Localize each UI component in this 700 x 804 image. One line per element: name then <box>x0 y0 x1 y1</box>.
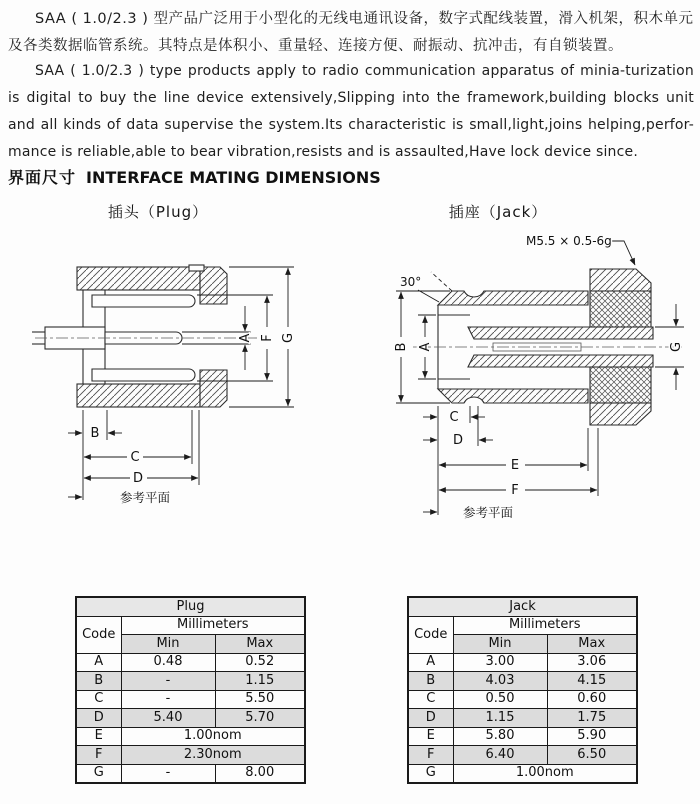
jack-dim-label-d: D <box>452 433 464 448</box>
min-header: Min <box>453 635 547 654</box>
nominal-cell: 2.30nom <box>121 746 305 765</box>
jack-dim-label-e: E <box>510 458 520 473</box>
table-row <box>76 727 305 746</box>
plug-body-section <box>32 265 227 407</box>
jack-figure-label: 插座（Jack） <box>448 203 548 221</box>
code-cell: E <box>408 727 453 746</box>
plug-ref-plane-label: 参考平面 <box>120 490 171 505</box>
code-cell: E <box>76 727 121 746</box>
max-cell: 5.90 <box>547 727 637 746</box>
min-cell: 1.15 <box>453 709 547 728</box>
code-cell: G <box>408 764 453 783</box>
min-cell: 5.80 <box>453 727 547 746</box>
min-cell: - <box>121 672 215 691</box>
code-cell: F <box>408 746 453 765</box>
unit-header: Millimeters <box>121 616 305 635</box>
jack-ref-plane-label: 参考平面 <box>463 505 514 520</box>
unit-header: Millimeters <box>453 616 637 635</box>
plug-dim-label-g: G <box>281 332 296 344</box>
jack-dim-label-a: A <box>418 342 433 352</box>
code-cell: C <box>76 690 121 709</box>
code-cell: A <box>76 653 121 672</box>
section-heading-en: INTERFACE MATING DIMENSIONS <box>86 168 381 187</box>
table-row <box>408 690 637 709</box>
section-heading-zh: 界面尺寸 <box>8 168 77 187</box>
plug-dim-label-a: A <box>238 333 253 343</box>
jack-thread-spec-label: M5.5 × 0.5-6g <box>526 234 612 248</box>
table-header-row <box>408 616 637 635</box>
min-cell: 3.00 <box>453 653 547 672</box>
plug-dim-label-c: C <box>130 450 140 465</box>
min-cell: 0.48 <box>121 653 215 672</box>
max-cell: 6.50 <box>547 746 637 765</box>
table-row <box>76 764 305 783</box>
plug-dimensions-table <box>75 596 306 784</box>
min-cell: 5.40 <box>121 709 215 728</box>
code-cell: G <box>76 764 121 783</box>
code-cell: C <box>408 690 453 709</box>
min-cell: - <box>121 690 215 709</box>
intro-paragraph-zh: SAA ( 1.0/2.3 ) 型产品广泛用于小型化的无线电通讯设备，数字式配线装置，滑入机架，积木单元及各类数据临管系统。其特点是体积小、重量轻、连接方便、耐振动、抗冲击，有自锁装置。 <box>8 11 694 54</box>
code-cell: F <box>76 746 121 765</box>
code-cell: D <box>408 709 453 728</box>
min-cell: 0.50 <box>453 690 547 709</box>
max-cell: 5.70 <box>215 709 305 728</box>
intro-paragraph-en: SAA ( 1.0/2.3 ) type products apply to radio communication apparatus of minia-turization is digital to buy the line device extensively,Slipping into the framework,building blocks unit and all kinds of data supervise the system.Its characteristic is small,light,joins helping,perfor-mance is reliable,able to bear vibration,resists and is assaulted,Have lock device since. <box>8 63 694 160</box>
min-cell: 6.40 <box>453 746 547 765</box>
code-cell: D <box>76 709 121 728</box>
jack-chamfer-angle-label: 30° <box>400 275 422 289</box>
jack-table-title: Jack <box>408 597 637 616</box>
min-cell: 4.03 <box>453 672 547 691</box>
table-header-row <box>76 616 305 635</box>
plug-table-title: Plug <box>76 597 305 616</box>
table-row <box>408 727 637 746</box>
max-cell: 0.52 <box>215 653 305 672</box>
jack-dim-label-f: F <box>511 483 519 498</box>
plug-dim-label-b: B <box>90 426 100 441</box>
table-row <box>76 746 305 765</box>
plug-dim-label-f: F <box>260 334 275 342</box>
plug-dim-label-d: D <box>132 471 144 486</box>
table-row <box>408 746 637 765</box>
table-title-row <box>76 597 305 616</box>
jack-dimensions-table <box>407 596 638 784</box>
section-heading <box>8 165 381 188</box>
table-row <box>408 709 637 728</box>
max-header: Max <box>547 635 637 654</box>
jack-technical-drawing <box>368 220 700 532</box>
jack-dim-label-g: G <box>669 341 684 353</box>
min-header: Min <box>121 635 215 654</box>
min-cell: - <box>121 764 215 783</box>
max-header: Max <box>215 635 305 654</box>
table-row <box>408 672 637 691</box>
code-header: Code <box>408 616 453 653</box>
table-title-row <box>408 597 637 616</box>
code-cell: B <box>408 672 453 691</box>
max-cell: 1.75 <box>547 709 637 728</box>
max-cell: 3.06 <box>547 653 637 672</box>
code-header: Code <box>76 616 121 653</box>
max-cell: 4.15 <box>547 672 637 691</box>
table-row <box>408 653 637 672</box>
table-row <box>76 690 305 709</box>
table-row <box>76 709 305 728</box>
max-cell: 5.50 <box>215 690 305 709</box>
max-cell: 0.60 <box>547 690 637 709</box>
plug-technical-drawing <box>30 228 330 528</box>
max-cell: 8.00 <box>215 764 305 783</box>
plug-figure-label: 插头（Plug） <box>107 203 209 221</box>
jack-dim-label-c: C <box>449 410 459 425</box>
code-cell: A <box>408 653 453 672</box>
table-row <box>76 653 305 672</box>
nominal-cell: 1.00nom <box>453 764 637 783</box>
table-row <box>76 672 305 691</box>
code-cell: B <box>76 672 121 691</box>
nominal-cell: 1.00nom <box>121 727 305 746</box>
table-row <box>408 764 637 783</box>
max-cell: 1.15 <box>215 672 305 691</box>
jack-dim-label-b: B <box>394 342 409 352</box>
